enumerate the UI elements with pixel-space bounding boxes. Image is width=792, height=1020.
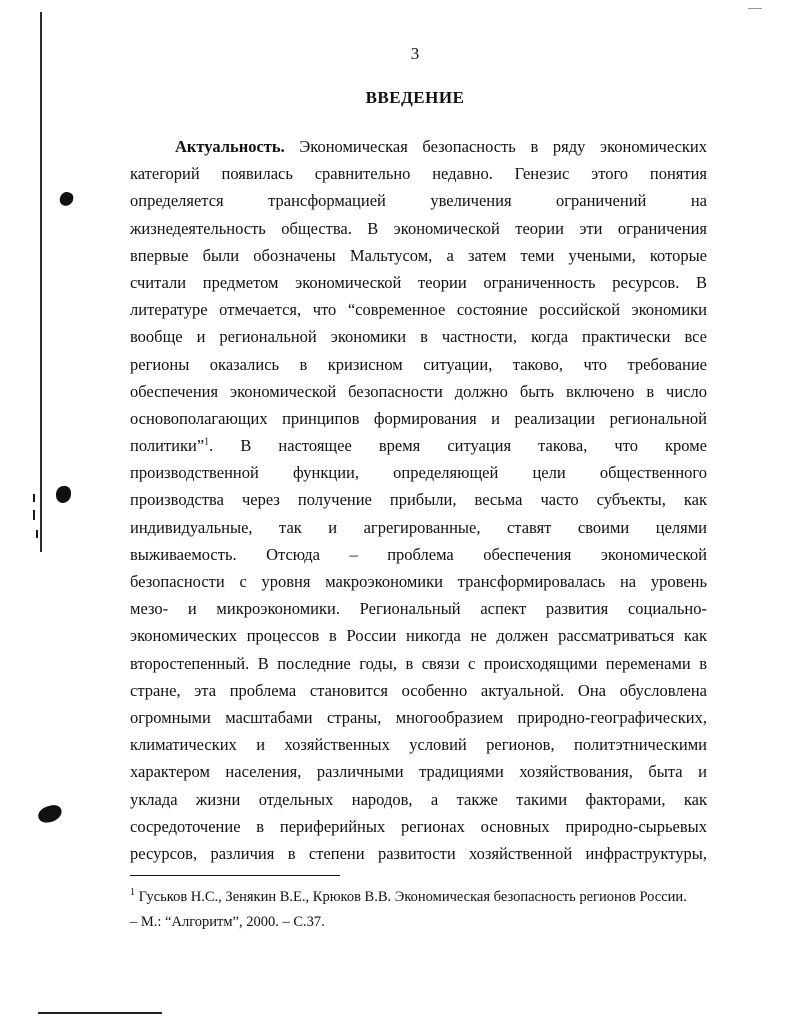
scan-tick-mark [33,494,35,502]
scan-tick-mark [748,8,762,9]
text-line: стране, эта проблема становится особенно актуальной. Она обусловлена [130,680,707,700]
text-line: сосредоточение в периферийных регионах основных природно-сырьевых [130,816,707,836]
text-line: обеспечения экономической безопасности должно быть включено в число [130,381,707,401]
lead-term: Актуальность. [175,137,285,156]
text-line [130,133,707,160]
text-line: основополагающих принципов формирования и реализации региональной [130,408,707,428]
scan-tick-mark [36,530,38,538]
footnote-divider [130,875,340,876]
text-line: ресурсов, различия в степени развитости хозяйственной инфраструктуры, [130,843,707,863]
ink-blot [56,486,71,503]
footnote-ref[interactable]: 1 [204,436,210,448]
text-line: литературе отмечается, что “современное состояние российской экономики [130,300,707,320]
page-number: 3 [410,44,420,63]
page-title: ВВЕДЕНИЕ [365,88,465,107]
text-line: мезо- и микроэкономики. Региональный аспект развития социально- [130,599,707,619]
text-line: считали предметом экономической теории ограниченность ресурсов. В [130,272,707,292]
scan-bottom-line [38,1012,162,1014]
ink-blot [36,803,63,825]
text-line: второстепенный. В последние годы, в связи с происходящими переменами в [130,653,707,673]
footnote-text: Гуськов Н.С., Зенякин В.Е., Крюков В.В. Экономическая безопасность регионов России. [135,889,687,905]
text-line: индивидуальные, так и агрегированные, ставят своими целями [130,517,707,537]
text-line: безопасности с уровня макроэкономики трансформировалась на уровень [130,572,707,591]
text-line: климатических и хозяйственных условий регионов, политэтническими [130,735,707,755]
text-line: категорий появилась сравнительно недавно. Генезис этого понятия [130,164,707,184]
footnote-line: – М.: “Алгоритм”, 2000. – С.37. [130,914,325,930]
text-line: определяется трансформацией увеличения ограничений на [130,191,707,211]
text-fragment: . В настоящее время ситуация такова, что кроме [209,436,707,456]
text-line: характером населения, различными традициями хозяйствования, быта и [130,762,707,782]
text-line: уклада жизни отдельных народов, а также такими факторами, как [130,789,707,809]
footnote-line [130,885,707,910]
text-line: выживаемость. Отсюда – проблема обеспечения экономической [130,544,707,564]
text-line [130,432,707,459]
text-line: жизнедеятельность общества. В экономической теории эти ограничения [130,218,707,238]
main-paragraph [130,133,707,867]
text-line: производственной функции, определяющей цели общественного [130,463,707,483]
scan-tick-mark [33,510,35,520]
text-line: вообще и региональной экономики в частности, когда практически все [130,327,707,347]
text-line: производства через получение прибыли, весьма часто субъекты, как [130,490,707,510]
text-fragment: Экономическая безопасность в ряду экономических [284,137,707,156]
text-fragment: политики” [130,436,205,456]
footnote [130,885,707,935]
ink-blot [58,190,75,208]
text-line: впервые были обозначены Мальтусом, а затем теми учеными, которые [130,245,707,265]
footnote-marker: 1 [130,887,135,899]
text-line: регионы оказались в кризисном ситуации, таково, что требование [130,354,707,374]
text-line: огромными масштабами страны, многообразием природно-географических, [130,707,707,727]
text-line: экономических процессов в России никогда не должен рассматриваться как [130,626,707,646]
